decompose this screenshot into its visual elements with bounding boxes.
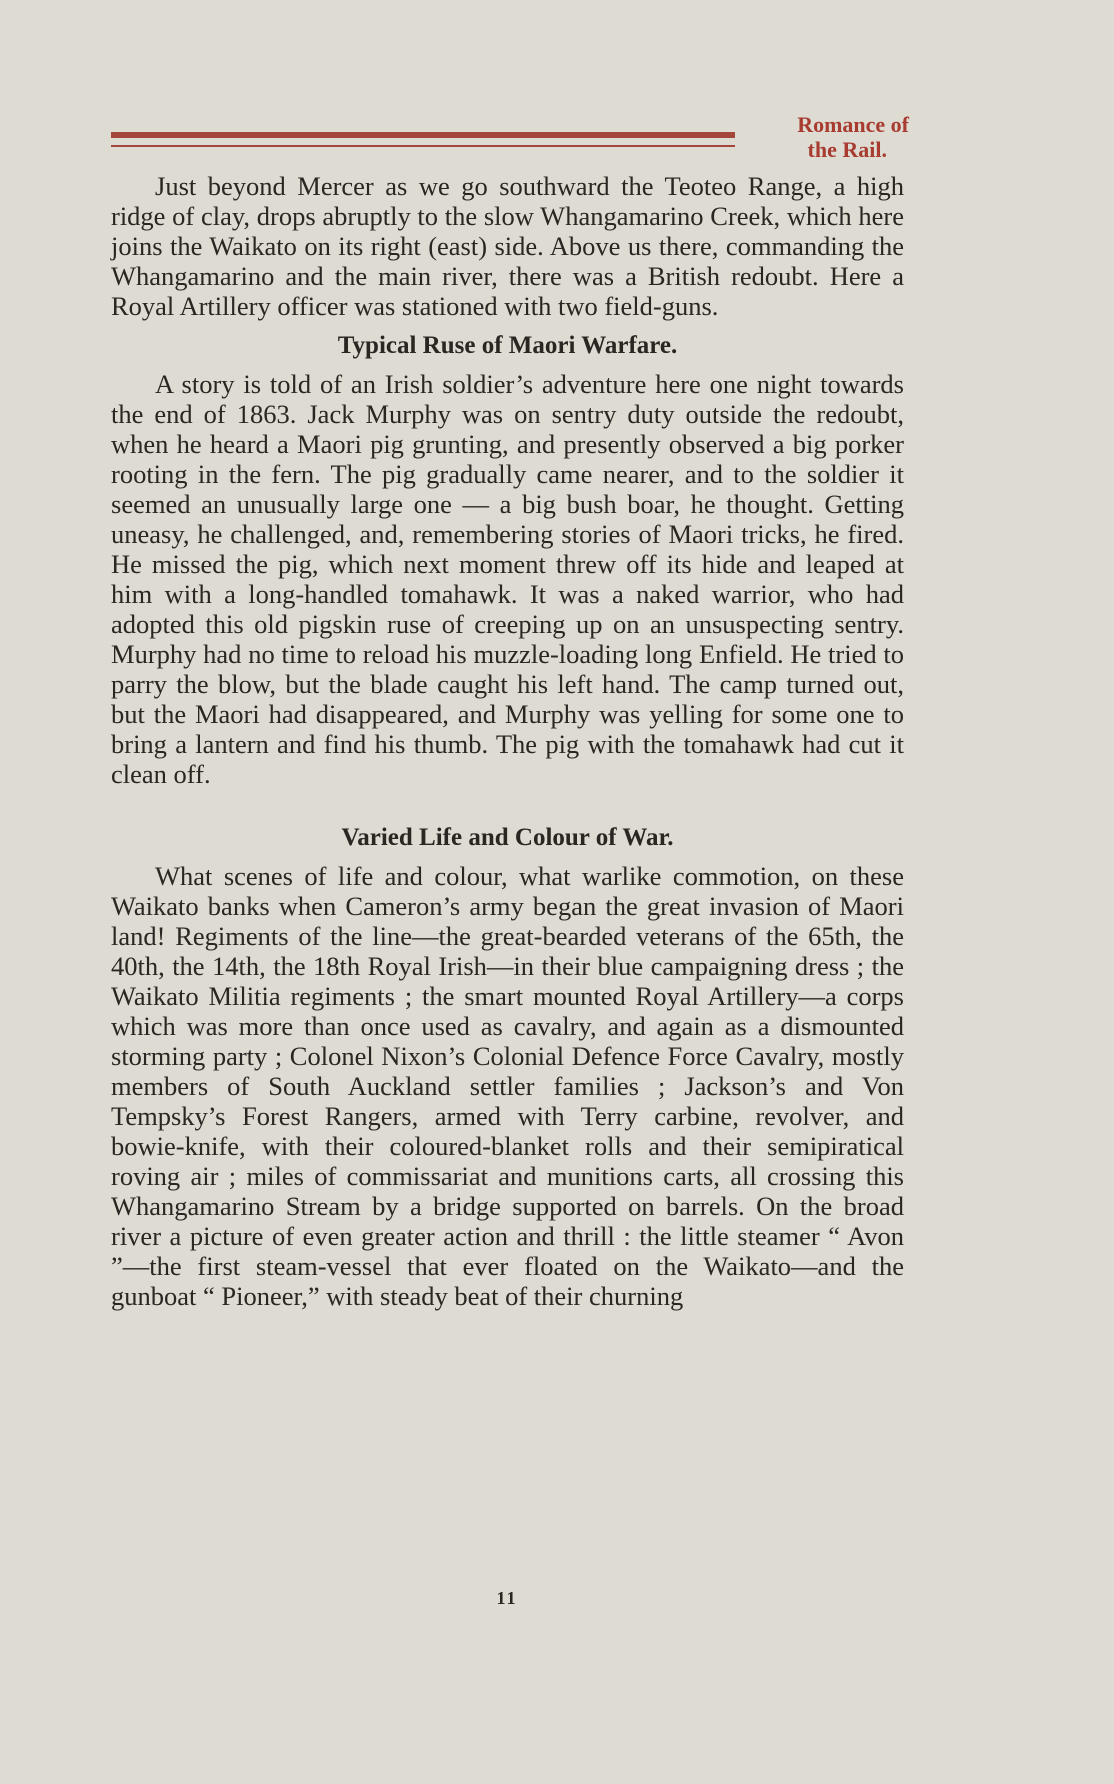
paragraph-3: What scenes of life and colour, what warlike commotion, on these Waikato banks when Cameron’s army began the great invasion of Maori land! Regiments of the line—the great-bearded veterans of the 65th, the 40th, the 14th, the 18th Royal Irish—in their blue campaigning dress ; the Waikato Militia regiments ; the smart mounted Royal Artillery—a corps which was more than once used as cavalry, and again as a dismounted storming party ; Colonel Nixon’s Colonial Defence Force Cavalry, mostly members of South Auckland settler families ; Jackson’s and Von Tempsky’s Forest Rangers, armed with Terry carbine, revolver, and bowie-knife, with their coloured-blanket rolls and their semipiratical roving air ; miles of commissariat and munitions carts, all crossing this Whangamarino Stream by a bridge supported on barrels. On the broad river a picture of even greater action and thrill : the little steamer “ Avon ”—the first steam-vessel that ever floated on the Waikato—and the gunboat “ Pioneer,” with steady beat of their churning [111,861,904,1311]
page-number: 11 [496,1588,518,1608]
running-head-line-2: the Rail. [807,137,887,162]
page-header [111,112,911,170]
running-head [749,112,909,162]
header-rule-thick [111,132,735,138]
paragraph-2: A story is told of an Irish soldier’s adventure here one night towards the end of 1863. Jack Murphy was on sentry duty outside the redoubt, when he heard a Maori pig grunting, and presently observed a big porker rooting in the fern. The pig gradually came nearer, and to the soldier it seemed an unusually large one — a big bush boar, he thought. Getting uneasy, he challenged, and, remembering stories of Maori tricks, he fired. He missed the pig, which next moment threw off its hide and leaped at him with a long-handled tomahawk. It was a naked warrior, who had adopted this old pigskin ruse of creeping up on an unsuspecting sentry. Murphy had no time to reload his muzzle-loading long Enfield. He tried to parry the blow, but the blade caught his left hand. The camp turned out, but the Maori had disappeared, and Murphy was yelling for some one to bring a lantern and find his thumb. The pig with the tomahawk had cut it clean off. [111,369,904,789]
running-head-line-1: Romance of [797,112,909,137]
header-rule-thin [111,145,735,147]
paragraph-1: Just beyond Mercer as we go southward the Teoteo Range, a high ridge of clay, drops abruptly to the slow Whangamarino Creek, which here joins the Waikato on its right (east) side. Above us there, commanding the Whangamarino and the main river, there was a British redoubt. Here a Royal Artillery officer was stationed with two field-guns. [111,171,904,321]
section-heading-ruse: Typical Ruse of Maori Warfare. [337,332,678,359]
section-heading-war: Varied Life and Colour of War. [341,824,674,851]
body-text [111,171,904,1311]
